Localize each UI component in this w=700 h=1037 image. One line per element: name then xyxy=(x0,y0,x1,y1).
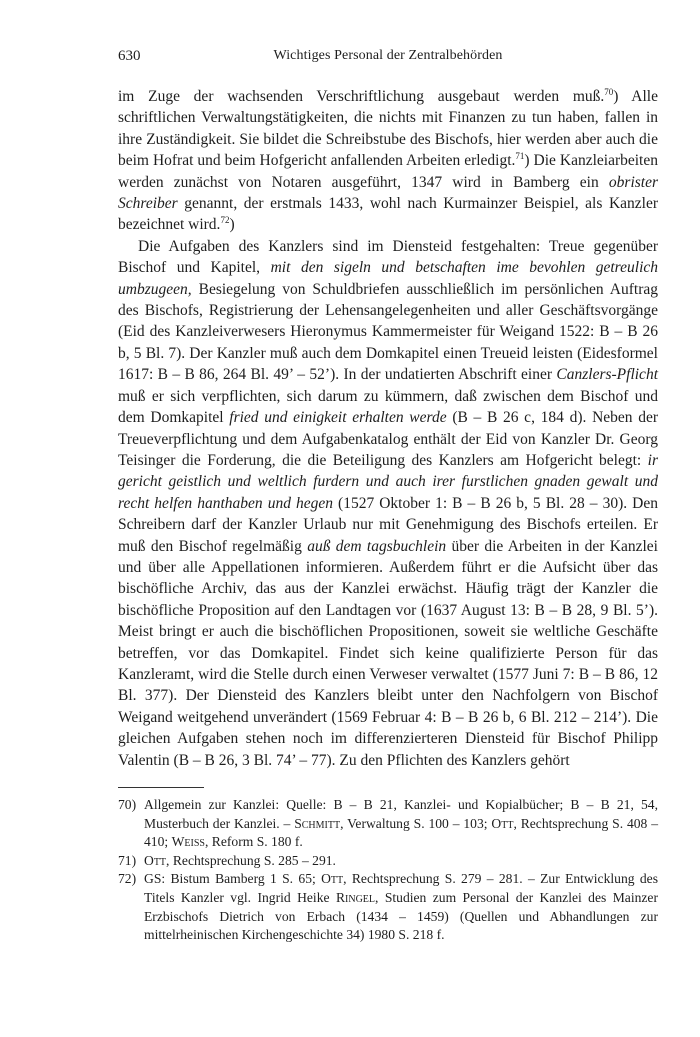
italic-quote: mit den sigeln und betschaften ime bevohlen getreulich umbzugeen, xyxy=(118,259,659,298)
footnote-72 xyxy=(118,870,658,944)
author-name: Ott xyxy=(144,852,167,868)
text-run: (B – B 26 c, 184 d). Neben der Treueverpflichtung und dem Aufgabenkatalog enthält der Eid von Kanzler Dr. Georg Teisinger die Forderung, die die Beteiligung des Kanzlers am Hofgericht belegt: xyxy=(118,409,659,469)
text-run: Allgemein zur Kanzlei: Quelle: B – B 21, Kanzlei- und Kopialbücher; B – B 21, 54, Musterbuch der Kanzlei. – xyxy=(144,797,658,831)
footnote-70 xyxy=(118,796,658,852)
italic-quote: ir gericht geistlich und weltlich furdern und auch irer furstlichen gnaden gewalt und recht helfen hanthaben und hegen xyxy=(118,451,658,512)
footnotes xyxy=(118,796,658,945)
italic-quote: Canzlers-Pflicht xyxy=(556,366,658,384)
text-run: im Zuge der wachsenden Verschriftlichung ausgebaut werden muß. xyxy=(118,88,605,105)
author-name: Ringel xyxy=(335,889,376,905)
running-title: Wichtiges Personal der Zentralbehörden xyxy=(273,48,503,63)
paragraph-2 xyxy=(118,236,658,771)
author-name: Ott xyxy=(491,815,514,831)
main-text xyxy=(118,86,658,771)
text-run: genannt, der erstmals 1433, wohl nach Kurmainzer Beispiel, als Kanzler bezeichnet wird. xyxy=(118,195,658,234)
italic-quote: obrister Schreiber xyxy=(118,173,658,213)
text-run: , Rechtsprechung S. 279 – 281. – Zur Entwicklung des Titels Kanzler vgl. Ingrid Heike xyxy=(144,871,658,905)
footnote-rule xyxy=(118,787,204,788)
text-run: (1527 Oktober 1: B – B 26 b, 5 Bl. 28 – 30). Den Schreibern darf der Kanzler Urlaub nur mit Genehmigung des Bischofs erteilen. Er muß den Bischof regelmäßig xyxy=(118,494,658,555)
footnote-marker: 71) xyxy=(118,852,137,868)
text-run: ) Alle schriftlichen Verwaltungstätigkeiten, die nichts mit Finanzen zu tun haben, fallen in ihre Zuständigkeit. Sie bildet die Schreibstube des Bischofs, hier werden aber auch die beim Hofrat und beim Hofgericht anfallenden Arbeiten erledigt. xyxy=(118,88,658,170)
paragraph-1 xyxy=(118,86,658,236)
footnote-marker: 72) xyxy=(118,871,137,887)
footnote-ref-72: 72 xyxy=(220,215,230,226)
text-run: , Verwaltung S. 100 – 103; xyxy=(340,815,492,831)
author-name: Schmitt xyxy=(294,815,341,831)
book-page xyxy=(118,48,658,945)
text-run: , Studien zum Personal der Kanzlei des Mainzer Erzbischofs Dietrich von Erbach (1434 – 1459) (Quellen und Abhandlungen zur mittelrheinischen Kirchengeschichte 34) 1980 S. 218 f. xyxy=(144,889,658,943)
text-run: , Rechtsprechung S. 408 – 410; xyxy=(144,815,658,850)
text-run: , Reform S. 180 f. xyxy=(204,834,303,850)
page-header xyxy=(118,48,658,70)
text-run: über die Arbeiten in der Kanzlei und über alle Appellationen informieren. Außerdem führt er die Aufsicht über das bischöfliche Archiv, das aus der Kanzlei erwächst. Häufig trägt der Kanzler die bischöfliche Proposition auf den Landtagen vor (1637 August 13: B – B 28, 9 Bl. 5’). Meist bringt er auch die bischöflichen Propositionen, soweit sie weltliche Geschäfte betreffen, vor das Domkapitel. Findet sich keine qualifizierte Person für das Kanzleramt, wird die Stelle durch einen Verweser verwaltet (1577 Juni 7: B – B 86, 12 Bl. 377). Der Diensteid des Kanzlers bleibt unter den Nachfolgern von Bischof Weigand weitgehend unverändert (1569 Februar 4: B – B 26 b, 6 Bl. 212 – 214’). Die gleichen Aufgaben stehen noch im differenzierteren Diensteid für Bischof Philipp Valentin (B – B 26, 3 Bl. 74’ – 77). Zu den Pflichten des Kanzlers gehört xyxy=(118,537,658,769)
text-run: ) xyxy=(229,216,235,234)
author-name: Weiss xyxy=(171,834,205,850)
footnote-71 xyxy=(118,852,658,871)
page-number: 630 xyxy=(118,48,141,64)
italic-quote: auß dem tagsbuchlein xyxy=(307,537,447,555)
italic-quote: fried und einigkeit erhalten werde xyxy=(229,409,447,427)
text-run: GS: Bistum Bamberg 1 S. 65; xyxy=(144,871,322,887)
text-run: Die Aufgaben des Kanzlers sind im Diensteid festgehalten: Treue gegenüber Bischof und Kapitel, xyxy=(118,237,658,277)
footnote-ref-71: 71 xyxy=(515,151,525,162)
footnote-marker: 70) xyxy=(118,797,137,812)
text-run: , Rechtsprechung S. 285 – 291. xyxy=(166,852,336,868)
text-run: ) Die Kanzleiarbeiten werden zunächst von Notaren ausgeführt, 1347 wird in Bamberg ein xyxy=(118,152,658,191)
text-run: muß er sich verpflichten, sich darum zu kümmern, daß zwischen dem Bischof und dem Domkapitel xyxy=(118,387,658,427)
footnote-ref-70: 70 xyxy=(604,87,614,97)
author-name: Ott xyxy=(321,871,344,887)
text-run: Besiegelung von Schuldbriefen ausschließlich im persönlichen Auftrag des Bischofs, Registrierung der Lehensangelegenheiten und aller Geschäftsvorgänge (Eid des Kanzleiverwesers Hieronymus Kammermeister für Weigand 1522: B – B 26 b, 5 Bl. 7). Der Kanzler muß auch dem Domkapitel einen Treueid leisten (Eidesformel 1617: B – B 86, 264 Bl. 49’ – 52’). In der undatierten Abschrift einer xyxy=(118,280,658,384)
